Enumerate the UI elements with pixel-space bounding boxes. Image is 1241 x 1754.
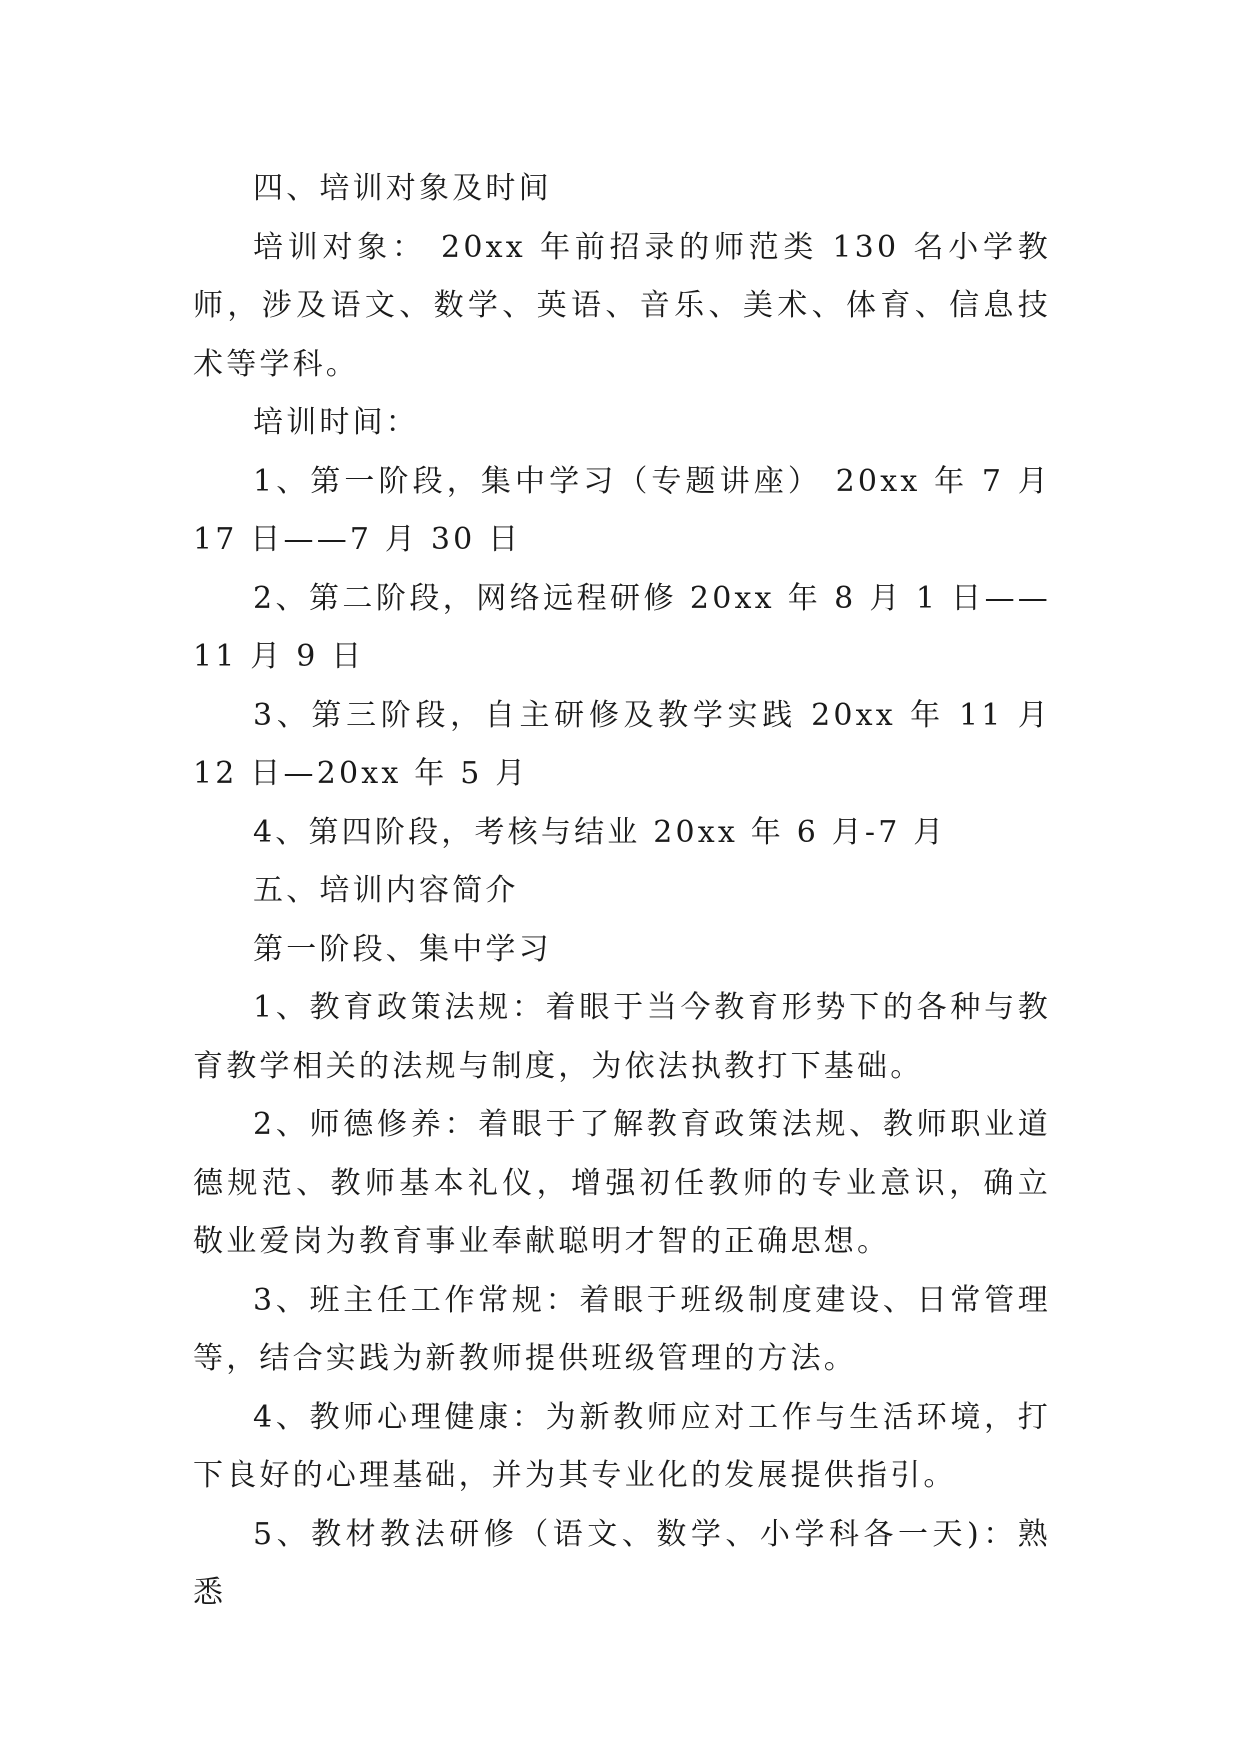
stage-one-item: 1、第一阶段，集中学习（专题讲座） 20xx 年 7 月 17 日——7 月 30 日 bbox=[193, 463, 1051, 557]
content-item-class-management: 3、班主任工作常规：着眼于班级制度建设、日常管理等，结合实践为新教师提供班级管理的方法。 bbox=[193, 1282, 1051, 1376]
training-time-label: 培训时间： bbox=[253, 405, 419, 440]
document-body bbox=[193, 160, 1051, 1623]
training-target-paragraph: 培训对象： 20xx 年前招录的师范类 130 名小学教师，涉及语文、数学、英语、音乐、美术、体育、信息技术等学科。 bbox=[193, 229, 1051, 382]
content-item-ethics: 2、师德修养：着眼于了解教育政策法规、教师职业道德规范、教师基本礼仪，增强初任教师的专业意识，确立敬业爱岗为教育事业奉献聪明才智的正确思想。 bbox=[193, 1107, 1051, 1259]
stage-one-heading: 第一阶段、集中学习 bbox=[253, 931, 552, 967]
stage-four-item: 4、第四阶段，考核与结业 20xx 年 6 月-7 月 bbox=[253, 814, 947, 850]
stage-two-item: 2、第二阶段，网络远程研修 20xx 年 8 月 1 日——11 月 9 日 bbox=[193, 580, 1051, 674]
content-item-psychology: 4、教师心理健康：为新教师应对工作与生活环境，打下良好的心理基础，并为其专业化的发展提供指引。 bbox=[193, 1399, 1051, 1493]
stage-three-item: 3、第三阶段，自主研修及教学实践 20xx 年 11 月 12 日—20xx 年 5 月 bbox=[193, 697, 1051, 791]
section-heading-four: 四、培训对象及时间 bbox=[253, 171, 552, 206]
section-heading-five: 五、培训内容简介 bbox=[253, 873, 519, 908]
content-item-teaching-methods: 5、教材教法研修（语文、数学、小学科各一天)：熟悉 bbox=[193, 1516, 1051, 1610]
content-item-policy: 1、教育政策法规：着眼于当今教育形势下的各种与教育教学相关的法规与制度，为依法执教打下基础。 bbox=[193, 990, 1051, 1084]
